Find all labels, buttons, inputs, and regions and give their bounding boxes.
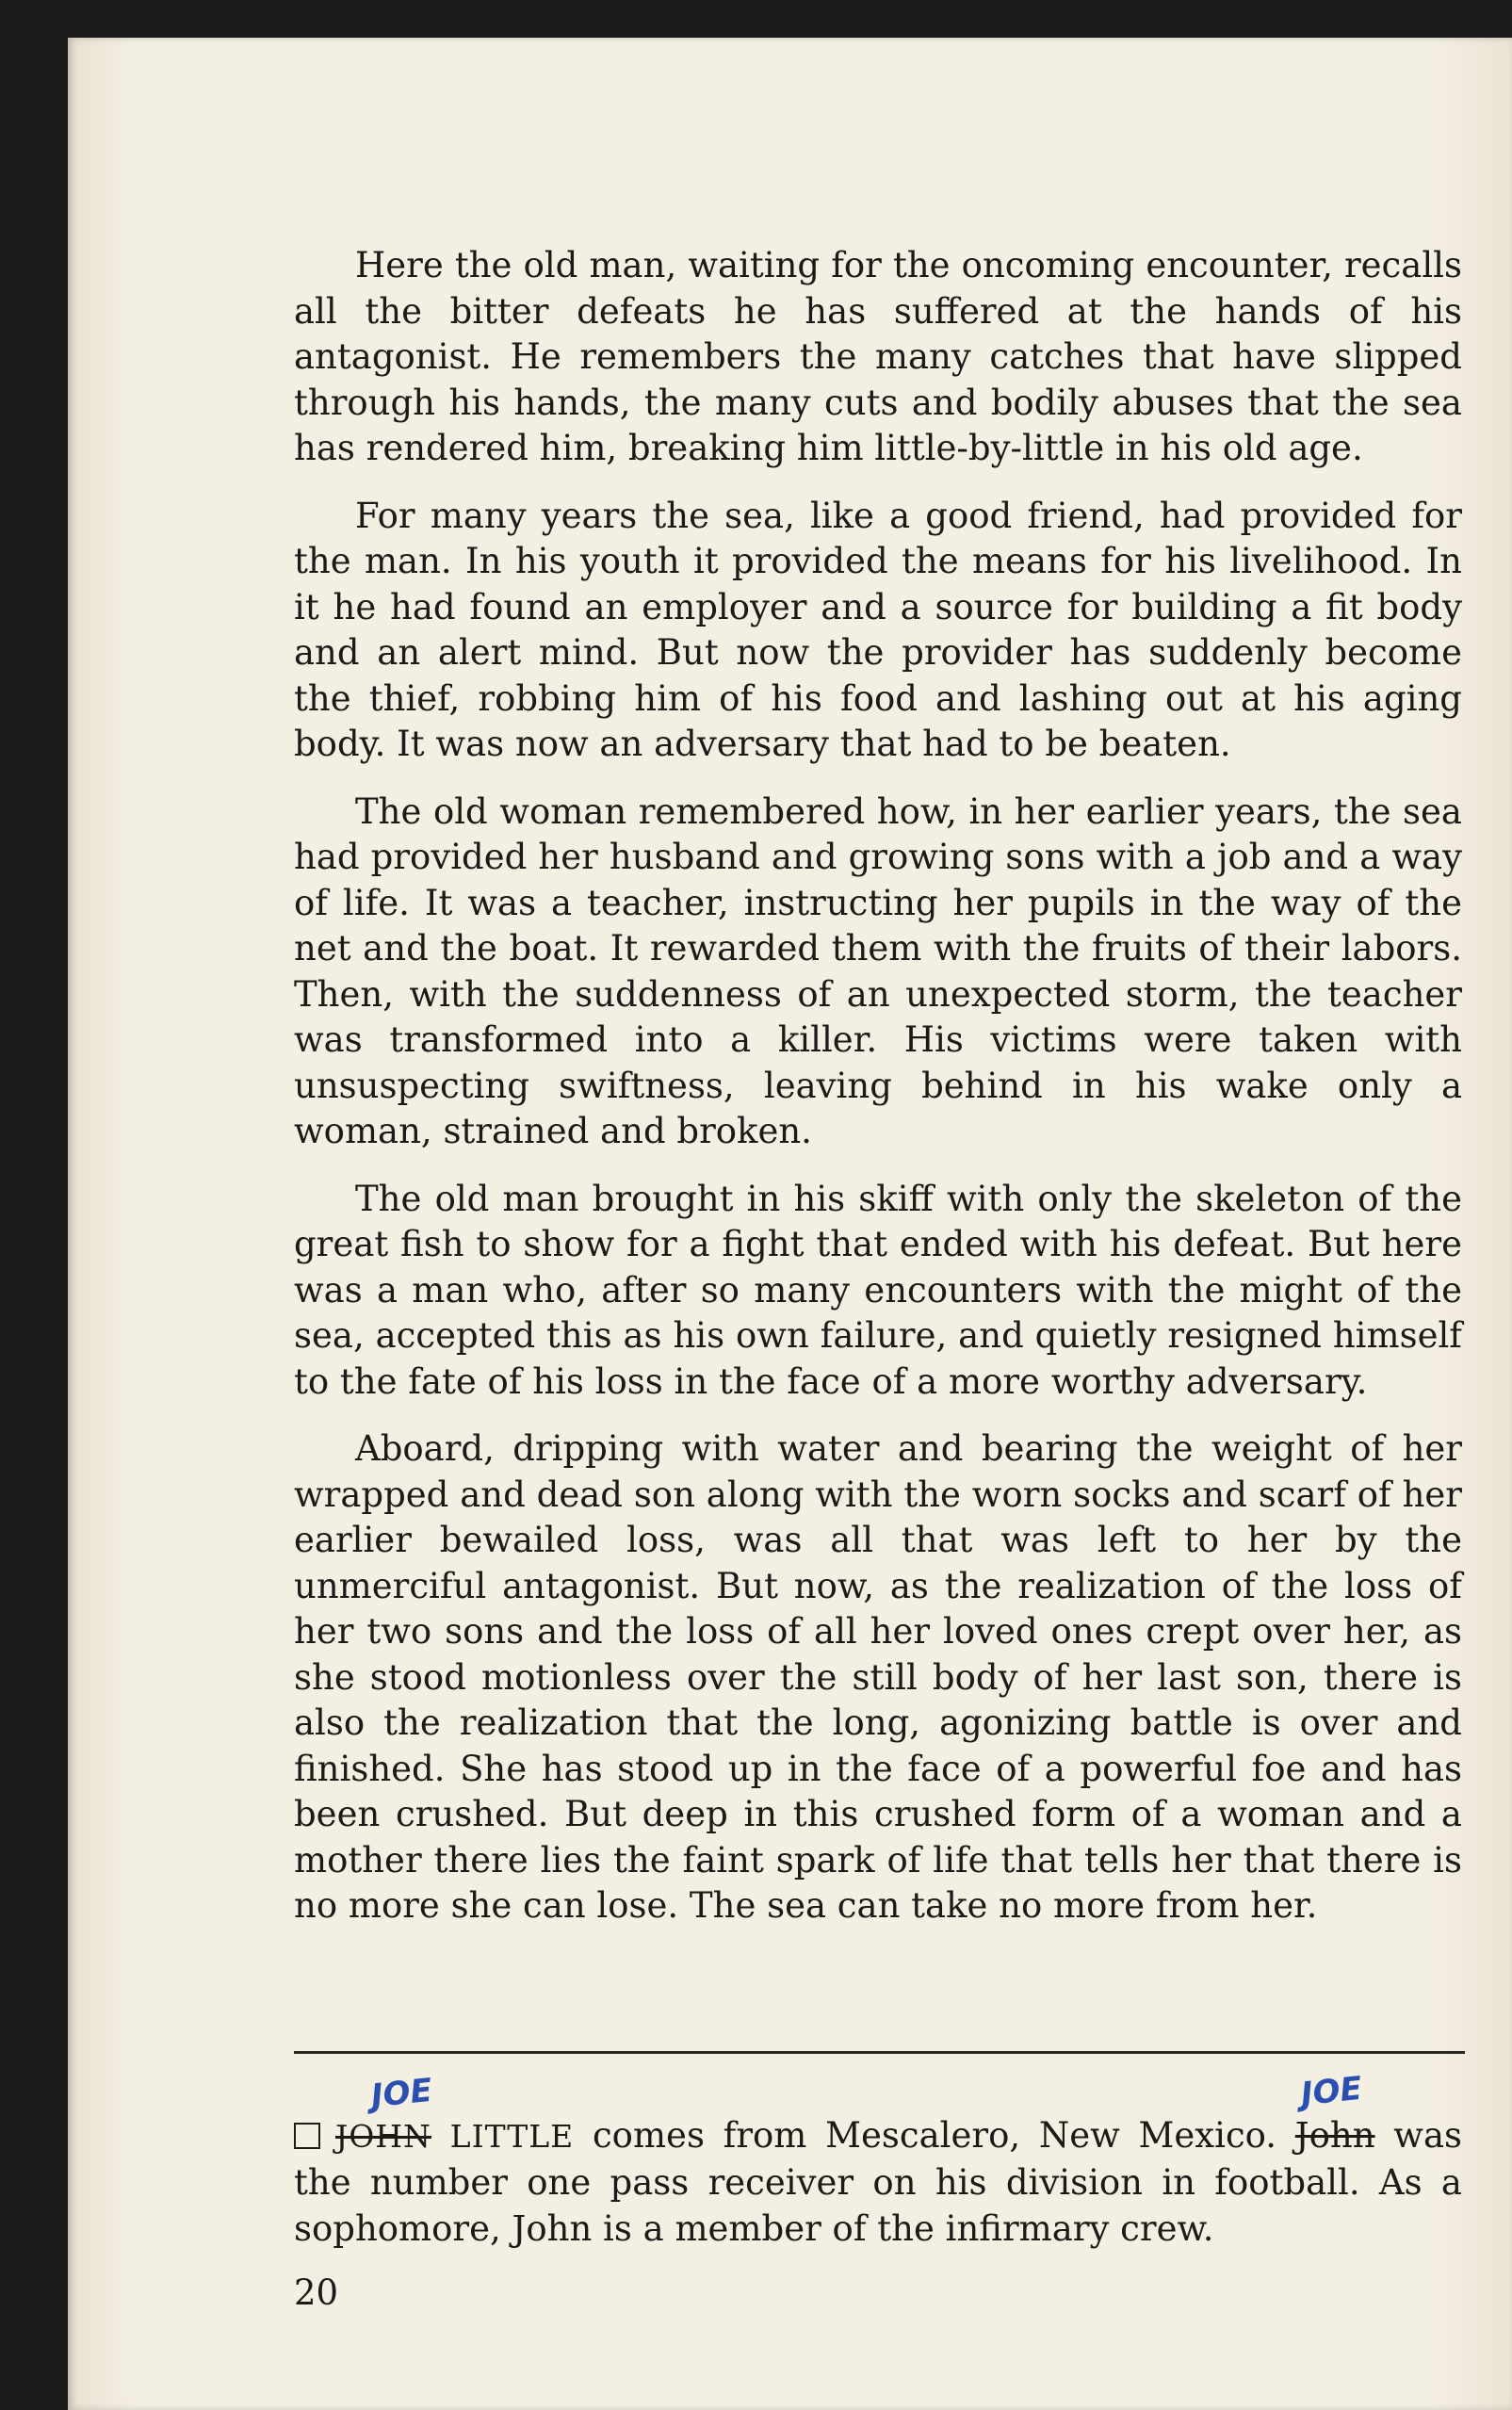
paragraph: Here the old man, waiting for the oncoming encounter, recalls all the bitter defeats he has suffered at the hands of his antagonist. He remembers the many catches that have slipped through his hands, the many cuts and bodily abuses that the sea has rendered him, breaking him little-by-little in his old age. xyxy=(294,245,1462,468)
bio-text: was the number one pass receiver on his division in football. As a sophomore, John is a member of the infirmary crew. xyxy=(294,2115,1462,2249)
book-page xyxy=(68,38,1512,2410)
essay-body xyxy=(294,243,1462,1951)
page-number: 20 xyxy=(294,2272,339,2313)
first-name-wrap xyxy=(335,2071,434,2159)
section-divider xyxy=(294,2051,1465,2054)
handwritten-correction: JOE xyxy=(1298,2069,1364,2114)
paragraph: The old man brought in his skiff with only the skeleton of the great fish to show for a fight that ended with his defeat. But here was a man who, after so many encounters with the might of the sea, accepted this as his own failure, and quietly resigned himself to the fate of his loss in the face of a more worthy adversary. xyxy=(294,1178,1462,1402)
author-last-name: LITTLE xyxy=(449,2118,575,2155)
paragraph: Aboard, dripping with water and bearing the weight of her wrapped and dead son along with the worn socks and scarf of her earlier bewailed loss, was all that was left to her by the unmerciful antagonist. But now, as the realization of the loss of her two sons and the loss of all her loved ones crept over her, as she stood motionless over the still body of her last son, there is also the realization that the long, agonizing battle is over and finished. She has stood up in the face of a powerful foe and has been crushed. But deep in this crushed form of a woman and a mother there lies the faint spark of life that tells her that there is no more she can lose. The sea can take no more from her. xyxy=(294,1428,1462,1926)
second-name-wrap xyxy=(1294,2069,1375,2158)
paragraph: For many years the sea, like a good friend, had provided for the man. In his youth it provided the means for his livelihood. In it he had found an employer and a source for building a fit body and an alert mind. But now the provider has suddenly become the thief, robbing him of his food and lashing out at his aging body. It was now an adversary that had to be beaten. xyxy=(294,495,1462,764)
struck-second-name: John xyxy=(1294,2115,1375,2156)
bio-text: comes from Mescalero, New Mexico. xyxy=(574,2115,1295,2156)
checkbox-icon xyxy=(294,2123,320,2149)
paragraph: The old woman remembered how, in her earlier years, the sea had provided her husband and growing sons with a job and a way of life. It was a teacher, instructing her pupils in the way of the net and the boat. It rewarded them with the fruits of their labors. Then, with the suddenness of an unexpected storm, the teacher was transformed into a killer. His victims were taken with unsuspecting swiftness, leaving behind in his wake only a woman, strained and broken. xyxy=(294,790,1462,1151)
struck-first-name: JOHN xyxy=(335,2118,431,2155)
author-bio xyxy=(294,2069,1462,2252)
handwritten-correction: JOE xyxy=(369,2071,434,2116)
